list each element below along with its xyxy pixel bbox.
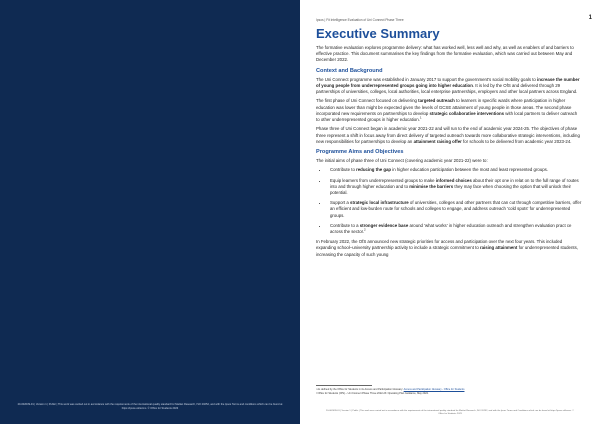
page-content: [316, 27, 582, 261]
list-item: • Support a strategic local infrastructure of universities, colleges and other partners that can cut through competitive barriers, offer an efficient and low-burden route for schools and colleges to engage, and address outreach 'cold spots' for underrepresented groups.: [328, 200, 582, 219]
page-number: 1: [588, 15, 592, 21]
context-heading: Context and Background: [316, 67, 383, 74]
footnote-2: ² Office for Students (OfS) – Uni Connect Phase Three 2022-23: Operating Plan Guidance, May 2022.: [316, 391, 429, 395]
footnote-divider: [316, 385, 372, 386]
page-title: Executive Summary: [316, 26, 440, 41]
context-paragraph-2: The first phase of Uni Connect focused on delivering targeted outreach to learners in specific wards where participation in higher education was lower than might be expected given the levels of GCSE attainment of young people in those areas. The second phase incorporated new requirements on partnerships to develop strategic collaborative interventions with local partners to deliver outreach to other underrepresented groups in higher education.$^1$: [316, 98, 578, 123]
footnote-1: ¹ As defined by the Office for Students in its Access and Participation Glossary: Access and Participation Glossary - Office for Students: [316, 388, 465, 391]
context-paragraph-1: The Uni Connect programme was established in January 2017 to support the government's social mobility goals to increase the number of young people from underrepresented groups going into higher education. It is led by the OfS and delivered through 29 partnerships of universities, colleges, local authorities, local enterprise partnerships, employers and other local partners across England.: [316, 76, 580, 95]
footnote-ref-2: 2: [364, 227, 366, 232]
page-footer: 20-002039-01 | Version 1 | Public | This work was carried out in accordance with the requirements of the international quality standard for Market Research, ISO 20252, and with the Ipsos Terms and Conditions which can be found at https://ipsos.uk/terms. © Office for Students 2023: [326, 410, 574, 415]
aims-heading: Programme Aims and Objectives: [316, 149, 404, 156]
aims-intro: The initial aims of phase three of Uni Connect (covering academic year 2021-22) were to:: [316, 158, 488, 164]
list-item: • Equip learners from underrepresented groups to make informed choices about their opt one in relat on to the full range of routes into and through higher education and to minimise the barriers they may face when choosing the option that will unlock their potential.: [328, 178, 582, 197]
running-header: Ipsos | Fit Intelligence Evaluation of Uni Connect Phase Three: [316, 18, 404, 22]
list-item: • Contribute to reducing the gap in higher education participation between the most and least represented groups.: [328, 167, 582, 173]
list-item: • Contribute to a stronger evidence base around 'what works' in higher education outreach and strengthen evaluation pract ce across the sector.$^2$: [328, 223, 582, 235]
intro-paragraph: The formative evaluation explores programme delivery: what has worked well, less well and why, as well as enablers of and barriers to effective practice. This document summarises the key findings from the formative evaluation, which was carried out between May and December 2022.: [316, 45, 574, 63]
context-paragraph-3: Phase three of Uni Connect began in academic year 2021-22 and will run to the end of academic year 2024-25. The objectives of phase three represent a shift in focus away from direct delivery of targeted outreach towards more collaborative strategic interventions, including new responsibilities for partnerships to develop an attainment raising offer for schools to be delivered from academic year 2023-24.: [316, 126, 580, 144]
footnote-ref-1: 1: [419, 115, 422, 120]
footnote-1-link[interactable]: Access and Participation Glossary - Office for Students: [403, 388, 465, 391]
footnotes: [316, 388, 584, 395]
closing-paragraph: In February 2022, the OfS announced new strategic priorities for access and participation over the next four years. This included expanding school–university partnership activity to include a strategic commitment to raising attainment for underrepresented students, increasing the capacity of such young: [316, 239, 578, 257]
aims-list: [316, 167, 582, 235]
document-page: [300, 0, 600, 424]
left-page-footer: 20-002039-01 | Version 1 | Public | This work was carried out in accordance with the requirements of the international quality standard for Market Research, ISO 20252, and with the Ipsos Terms and conditions which can be found at https://ipsos.uk/terms. © Office for Students 2023: [17, 403, 283, 410]
